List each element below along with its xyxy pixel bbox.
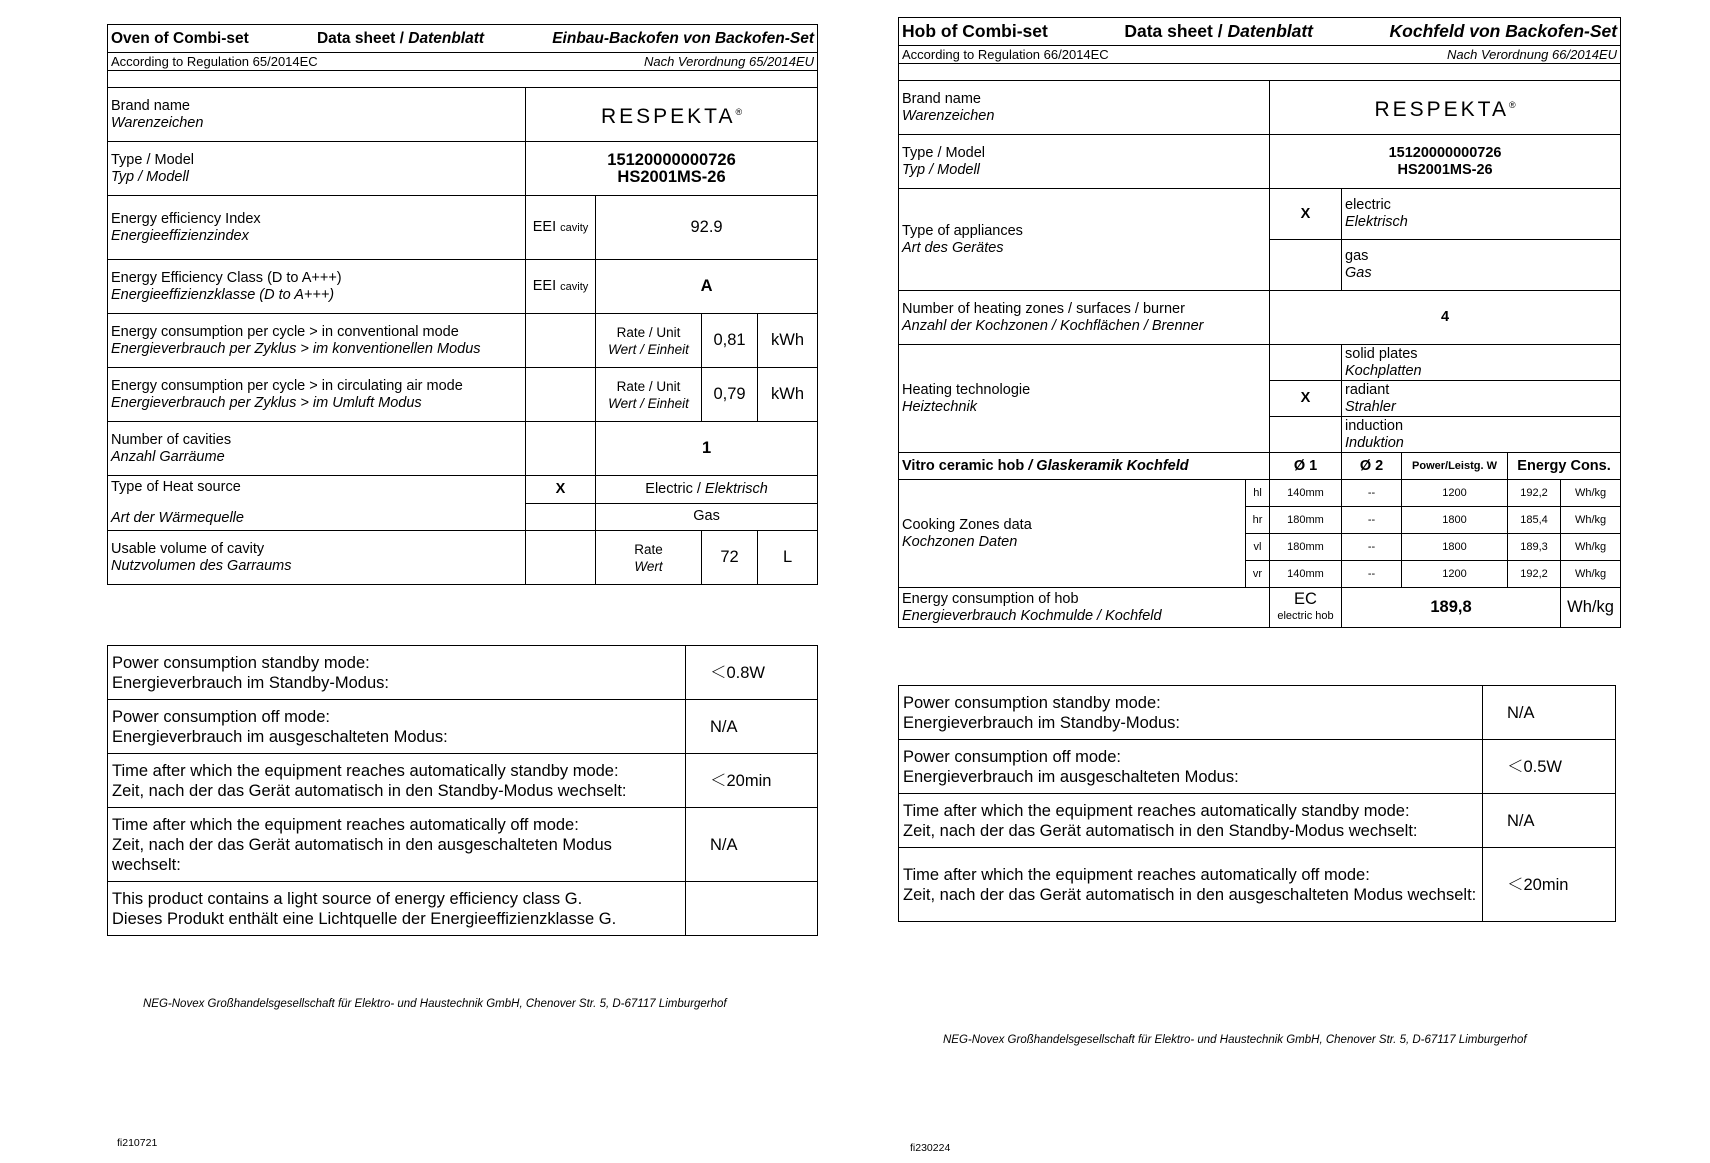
- oven-heat-mark: X: [526, 476, 596, 504]
- hob-tech-induction-mark: [1270, 417, 1342, 453]
- oven-eei-label: Energy efficiency Index Energieeffizienzindex: [108, 196, 526, 260]
- hob-tech-label: Heating technologie Heiztechnik: [899, 345, 1270, 453]
- oven-circ-value: 0,79: [702, 368, 758, 422]
- hob-app-electric-mark: X: [1270, 189, 1342, 240]
- oven-circ-rate: Rate / Unit Wert / Einheit: [596, 368, 702, 422]
- oven-spacer: [108, 71, 818, 88]
- hob-off-label: Power consumption off mode: Energieverbrauch im ausgeschalteten Modus:: [899, 740, 1483, 794]
- zone-power: 1800: [1402, 507, 1508, 534]
- hob-zones-value: 4: [1270, 291, 1621, 345]
- zone-d2: --: [1342, 507, 1402, 534]
- hob-brand-label: Brand name Warenzeichen: [899, 81, 1270, 135]
- oven-heat-gas: Gas: [596, 503, 818, 531]
- zone-d1: 180mm: [1270, 534, 1342, 561]
- hob-model: 15120000000726 HS2001MS-26: [1270, 135, 1621, 189]
- oven-off-value: N/A: [686, 700, 818, 754]
- zone-d1: 140mm: [1270, 480, 1342, 507]
- zone-unit: Wh/kg: [1561, 507, 1621, 534]
- oven-t-off-label: Time after which the equipment reaches automatically off mode: Zeit, nach der das Gerät automatisch in den ausgeschalteten Modus wechselt:: [108, 808, 686, 882]
- hob-title-de: Kochfeld von Backofen-Set: [1389, 21, 1618, 41]
- zone-pos: vl: [1246, 534, 1270, 561]
- hob-standby-label: Power consumption standby mode: Energieverbrauch im Standby-Modus:: [899, 686, 1483, 740]
- hob-standby-value: N/A: [1483, 686, 1616, 740]
- zone-unit: Wh/kg: [1561, 561, 1621, 588]
- hob-t-off-value: ＜20min: [1483, 848, 1616, 922]
- oven-circ-unit: kWh: [758, 368, 818, 422]
- oven-conv-unit: kWh: [758, 314, 818, 368]
- oven-eei-symbol: EEI cavity: [526, 196, 596, 260]
- hob-ec-unit: Wh/kg: [1561, 588, 1621, 628]
- hob-tech-solid-mark: [1270, 345, 1342, 381]
- zone-energy: 192,2: [1508, 561, 1561, 588]
- zone-pos: hl: [1246, 480, 1270, 507]
- oven-header: [108, 25, 818, 53]
- hob-vitro-label: Vitro ceramic hob / Glaskeramik Kochfeld: [899, 453, 1270, 480]
- hob-col-power: Power/Leistg. W: [1402, 453, 1508, 480]
- hob-spacer: [899, 64, 1621, 81]
- hob-header: [899, 18, 1621, 46]
- zone-energy: 192,2: [1508, 480, 1561, 507]
- oven-vol-empty: [526, 531, 596, 585]
- zone-d2: --: [1342, 561, 1402, 588]
- zone-d2: --: [1342, 534, 1402, 561]
- oven-model: 15120000000726 HS2001MS-26: [526, 142, 818, 196]
- zone-power: 1200: [1402, 561, 1508, 588]
- hob-tech-radiant-mark: X: [1270, 381, 1342, 417]
- hob-czd-label: Cooking Zones data Kochzonen Daten: [899, 480, 1246, 588]
- doc-code-right: fi230224: [910, 1142, 951, 1154]
- oven-brand-logo: RESPEKTA®: [526, 88, 818, 142]
- oven-class-symbol: EEI cavity: [526, 260, 596, 314]
- hob-t-off-label: Time after which the equipment reaches automatically off mode: Zeit, nach der das Gerät automatisch in den ausgeschalteten Modus wechselt:: [899, 848, 1483, 922]
- zone-pos: hr: [1246, 507, 1270, 534]
- oven-title-de: Einbau-Backofen von Backofen-Set: [552, 30, 815, 47]
- oven-data-sheet-title: Data sheet / Datenblatt: [316, 30, 485, 47]
- zone-energy: 189,3: [1508, 534, 1561, 561]
- hob-type-label: Type / Model Typ / Modell: [899, 135, 1270, 189]
- oven-class-label: Energy Efficiency Class (D to A+++) Energieeffizienzklasse (D to A+++): [108, 260, 526, 314]
- doc-code-left: fi210721: [117, 1137, 158, 1149]
- hob-app-gas-mark: [1270, 240, 1342, 291]
- oven-vol-rate: Rate Wert: [596, 531, 702, 585]
- hob-app-electric: electric Elektrisch: [1342, 189, 1621, 240]
- oven-regulation: According to Regulation 65/2014EC Nach Verordnung 65/2014EU: [108, 53, 818, 71]
- oven-data-sheet: [107, 24, 818, 585]
- hob-app-label: Type of appliances Art des Gerätes: [899, 189, 1270, 291]
- oven-cav-value: 1: [596, 422, 818, 476]
- oven-type-label: Type / Model Typ / Modell: [108, 142, 526, 196]
- hob-title: Hob of Combi-set: [902, 21, 1048, 41]
- oven-conv-rate: Rate / Unit Wert / Einheit: [596, 314, 702, 368]
- oven-vol-value: 72: [702, 531, 758, 585]
- hob-app-gas: gas Gas: [1342, 240, 1621, 291]
- hob-tech-induction: induction Induktion: [1342, 417, 1621, 453]
- oven-off-label: Power consumption off mode: Energieverbrauch im ausgeschalteten Modus:: [108, 700, 686, 754]
- oven-title: Oven of Combi-set: [111, 30, 249, 47]
- oven-class-value: A: [596, 260, 818, 314]
- oven-heat-electric: Electric / Elektrisch: [596, 476, 818, 504]
- hob-ec-value: 189,8: [1342, 588, 1561, 628]
- oven-light-label: This product contains a light source of energy efficiency class G. Dieses Produkt enthält eine Lichtquelle der Energieeffizienzklasse G.: [108, 882, 686, 936]
- oven-conv-value: 0,81: [702, 314, 758, 368]
- hob-tech-solid: solid plates Kochplatten: [1342, 345, 1621, 381]
- hob-t-standby-label: Time after which the equipment reaches automatically standby mode: Zeit, nach der das Gerät automatisch in den Standby-Modus wechselt:: [899, 794, 1483, 848]
- zone-d2: --: [1342, 480, 1402, 507]
- hob-col-d1: Ø 1: [1270, 453, 1342, 480]
- oven-vol-unit: L: [758, 531, 818, 585]
- oven-vol-label: Usable volume of cavity Nutzvolumen des Garraums: [108, 531, 526, 585]
- hob-tech-radiant: radiant Strahler: [1342, 381, 1621, 417]
- hob-power-table: [898, 685, 1616, 922]
- oven-standby-label: Power consumption standby mode: Energieverbrauch im Standby-Modus:: [108, 646, 686, 700]
- hob-t-standby-value: N/A: [1483, 794, 1616, 848]
- oven-eei-value: 92.9: [596, 196, 818, 260]
- hob-data-sheet-title: Data sheet / Datenblatt: [1124, 21, 1314, 41]
- oven-circ-label: Energy consumption per cycle > in circulating air mode Energieverbrauch per Zyklus > im Umluft Modus: [108, 368, 526, 422]
- zone-pos: vr: [1246, 561, 1270, 588]
- footer-right: NEG-Novex Großhandelsgesellschaft für Elektro- und Haustechnik GmbH, Chenover Str. 5, D-67117 Limburgerhof: [943, 1034, 1527, 1046]
- zone-d1: 140mm: [1270, 561, 1342, 588]
- hob-data-sheet: [898, 17, 1621, 628]
- zone-unit: Wh/kg: [1561, 534, 1621, 561]
- oven-t-off-value: N/A: [686, 808, 818, 882]
- oven-circ-empty: [526, 368, 596, 422]
- zone-power: 1800: [1402, 534, 1508, 561]
- oven-cav-label: Number of cavities Anzahl Garräume: [108, 422, 526, 476]
- zone-unit: Wh/kg: [1561, 480, 1621, 507]
- oven-light-value: [686, 882, 818, 936]
- oven-power-table: [107, 645, 818, 936]
- oven-standby-value: ＜0.8W: [686, 646, 818, 700]
- hob-off-value: ＜0.5W: [1483, 740, 1616, 794]
- hob-col-energy: Energy Cons.: [1508, 453, 1621, 480]
- hob-col-d2: Ø 2: [1342, 453, 1402, 480]
- oven-heat-gas-mark: [526, 503, 596, 531]
- oven-cav-empty: [526, 422, 596, 476]
- oven-t-standby-label: Time after which the equipment reaches automatically standby mode: Zeit, nach der das Gerät automatisch in den Standby-Modus wechselt:: [108, 754, 686, 808]
- zone-d1: 180mm: [1270, 507, 1342, 534]
- oven-conv-empty: [526, 314, 596, 368]
- hob-zones-label: Number of heating zones / surfaces / burner Anzahl der Kochzonen / Kochflächen / Brenner: [899, 291, 1270, 345]
- oven-t-standby-value: ＜20min: [686, 754, 818, 808]
- zone-power: 1200: [1402, 480, 1508, 507]
- oven-brand-label: Brand name Warenzeichen: [108, 88, 526, 142]
- footer-left: NEG-Novex Großhandelsgesellschaft für Elektro- und Haustechnik GmbH, Chenover Str. 5, D-67117 Limburgerhof: [143, 998, 727, 1010]
- hob-ec-symbol: EC electric hob: [1270, 588, 1342, 628]
- hob-ec-label: Energy consumption of hob Energieverbrauch Kochmulde / Kochfeld: [899, 588, 1270, 628]
- oven-heat-label: Type of Heat source Art der Wärmequelle: [108, 476, 526, 531]
- hob-regulation: According to Regulation 66/2014EC Nach Verordnung 66/2014EU: [899, 46, 1621, 64]
- zone-energy: 185,4: [1508, 507, 1561, 534]
- oven-conv-label: Energy consumption per cycle > in conventional mode Energieverbrauch per Zyklus > im konventionellen Modus: [108, 314, 526, 368]
- hob-brand-logo: RESPEKTA®: [1270, 81, 1621, 135]
